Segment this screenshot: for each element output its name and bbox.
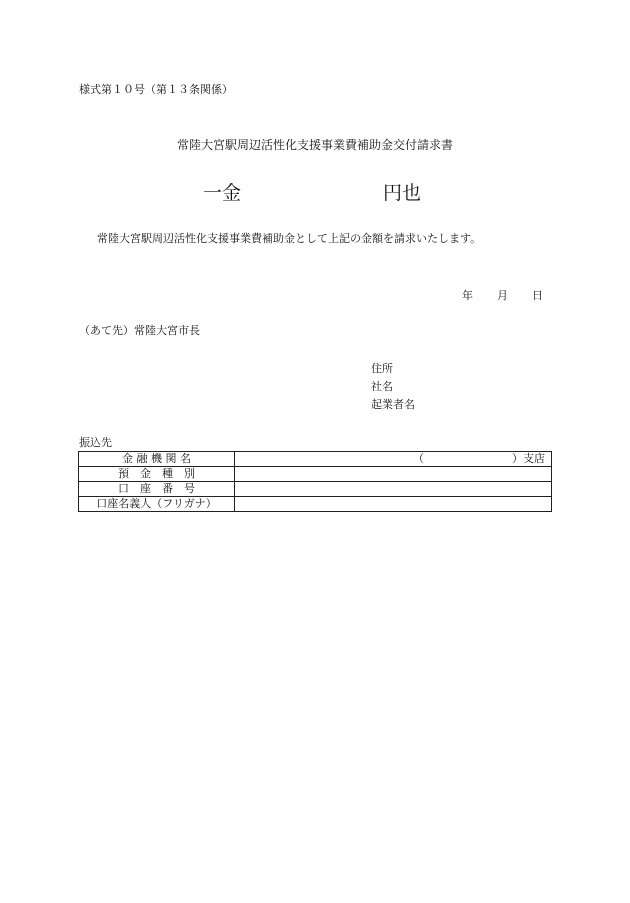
request-statement: 常陸大宮駅周辺活性化支援事業費補助金として上記の金額を請求いたします。 — [97, 232, 482, 245]
founder-name-label: 起業者名 — [371, 398, 415, 411]
bank-name-open-paren: （ — [413, 452, 424, 465]
bank-name-label: 金 融 機 関 名 — [79, 452, 235, 467]
document-title: 常陸大宮駅周辺活性化支援事業費補助金交付請求書 — [176, 138, 453, 152]
amount-suffix: 円也 — [383, 182, 422, 204]
account-number-field[interactable] — [235, 482, 552, 497]
bank-account-table — [78, 451, 552, 512]
table-row — [79, 467, 552, 482]
account-holder-field[interactable] — [235, 497, 552, 512]
date-year-label: 年 — [462, 289, 473, 302]
account-holder-label: 口座名義人（フリガナ） — [79, 497, 235, 512]
date-line — [462, 287, 543, 303]
account-type-field[interactable] — [235, 467, 552, 482]
company-name-label: 社名 — [371, 380, 393, 393]
table-row — [79, 482, 552, 497]
bank-name-field[interactable] — [235, 452, 552, 467]
account-number-label: 口 座 番 号 — [79, 482, 235, 497]
addressee: （あて先）常陸大宮市長 — [79, 324, 200, 337]
table-row — [79, 452, 552, 467]
amount-prefix: 一金 — [203, 182, 242, 204]
date-day-label: 日 — [532, 289, 543, 302]
table-row — [79, 497, 552, 512]
applicant-block — [371, 360, 415, 414]
date-month-label: 月 — [497, 289, 508, 302]
address-label: 住所 — [371, 362, 393, 375]
account-type-label: 預 金 種 別 — [79, 467, 235, 482]
form-number: 様式第１０号（第１３条関係） — [79, 83, 233, 96]
branch-suffix: ）支店 — [512, 452, 545, 465]
transfer-heading: 振込先 — [79, 436, 112, 449]
